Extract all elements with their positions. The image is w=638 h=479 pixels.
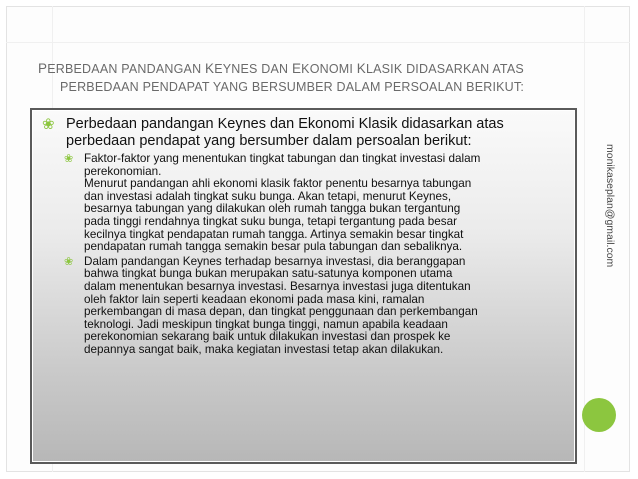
sub-bullet-line: besarnya tabungan yang dilakukan oleh rumah tangga bukan tergantung (84, 202, 461, 216)
sub-bullet-line: Faktor-faktor yang menentukan tingkat tabungan dan tingkat investasi dalam (84, 152, 481, 165)
title-fragment: LASIK DIDASARKAN ATAS (365, 62, 524, 76)
sub-bullet-line: bahwa tingkat bunga bukan merupakan satu-satunya komponen utama (84, 267, 453, 281)
sub-bullet-line: oleh faktor lain seperti keadaan ekonomi pada masa kini, ramalan (84, 292, 425, 306)
sub-bullet-line: teknologi. Jadi meskipun tingkat bunga tinggi, namun apabila keadaan (84, 317, 448, 331)
sub-bullet-line: Menurut pandangan ahli ekonomi klasik faktor penentu besarnya tabungan (84, 177, 472, 191)
main-bullet-text: Perbedaan pandangan Keynes dan Ekonomi Klasik didasarkan atas perbedaan pendapat yang bersumber dalam persoalan berikut: (66, 116, 504, 149)
content-box (30, 108, 577, 464)
slide-title-line2: PERBEDAAN PENDAPAT YANG BERSUMBER DALAM PERSOALAN BERIKUT: (60, 80, 525, 94)
sub-bullet-line: kecilnya tingkat pendapatan rumah tangga. Artinya semakin besar tingkat (84, 227, 464, 241)
sub-bullet-line: perkembangan di masa depan, dan tingkat penggunaan dan perkembangan (84, 305, 478, 319)
leaf-bullet-icon: ❀ (64, 153, 74, 165)
title-fragment: E (291, 61, 302, 76)
sub-bullet-line: pendapatan rumah tangga semakin besar pula tabungan dan sebaliknya. (84, 240, 463, 254)
title-fragment: P (38, 61, 48, 76)
author-email: monikaseplan@gmail.com (604, 144, 616, 268)
slide-title (38, 60, 558, 96)
sub-bullet-item (54, 153, 566, 254)
grid-line (584, 6, 585, 472)
slide-title-line1 (38, 62, 524, 76)
title-fragment: EYNES DAN (214, 62, 292, 76)
sub-bullet-line: perekonomian sekarang baik untuk dilakukan investasi dan prospek ke (84, 330, 451, 344)
title-fragment: K (356, 61, 366, 76)
decorative-circle (582, 398, 616, 432)
sub-bullet-item (54, 256, 566, 357)
sub-bullet-list (54, 153, 566, 359)
sub-bullet-line: depannya sangat baik, maka kegiatan investasi tetap akan dilakukan. (84, 342, 444, 356)
leaf-bullet-icon: ❀ (42, 116, 55, 133)
sub-bullet-line: pada tinggi rendahnya tingkat suku bunga, tetapi tergantung pada besar (84, 214, 457, 228)
sub-bullet-line: dan investasi adalah tingkat suku bunga. Akan tetapi, menurut Keynes, (84, 189, 452, 203)
sub-bullet-line: Dalam pandangan Keynes terhadap besarnya investasi, dia beranggapan (84, 254, 466, 268)
main-bullet (42, 116, 572, 150)
title-fragment: KONOMI (301, 62, 357, 76)
sub-bullet-line: perekonomian. (84, 164, 162, 178)
sub-bullet-line: dalam menentukan besarnya investasi. Besarnya investasi juga ditentukan (84, 279, 471, 293)
leaf-bullet-icon: ❀ (64, 255, 74, 268)
grid-line (6, 42, 630, 43)
title-fragment: K (205, 61, 215, 76)
title-fragment: ERBEDAAN PANDANGAN (47, 62, 205, 76)
